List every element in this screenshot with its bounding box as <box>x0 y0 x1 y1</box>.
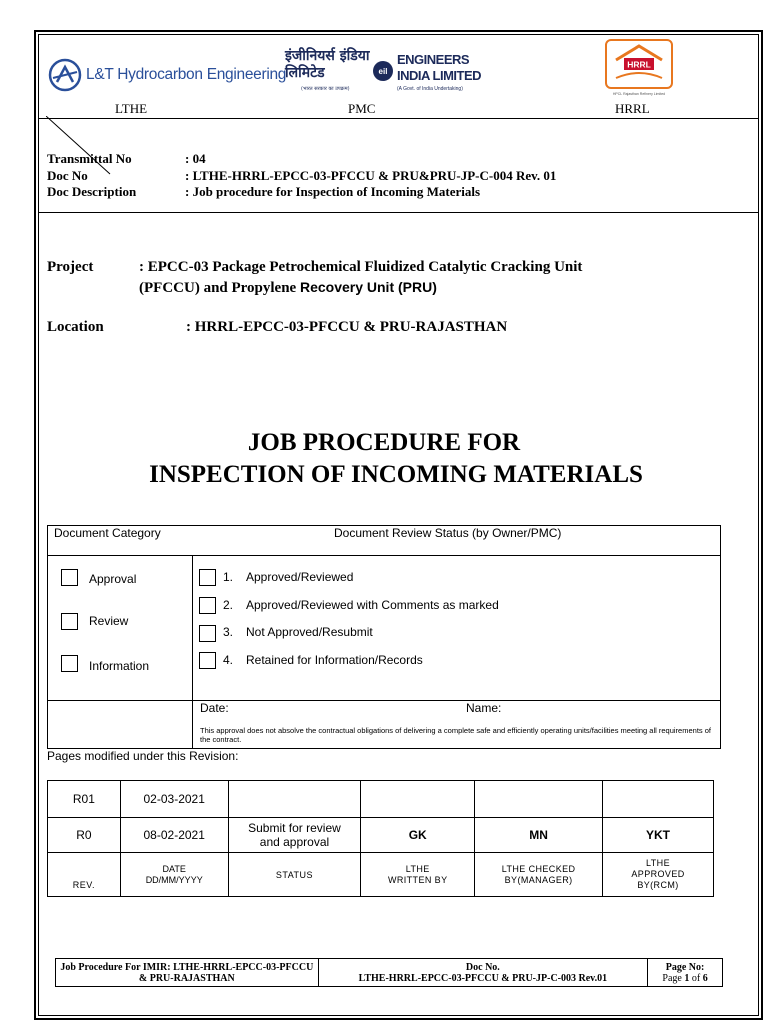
approval-checkbox[interactable] <box>61 569 78 586</box>
eil-english-line2: INDIA LIMITED <box>397 68 482 83</box>
date-cell: 02-03-2021 <box>120 781 228 818</box>
project-value-line2b: Recovery Unit (PRU) <box>299 279 437 295</box>
revision-header-row <box>48 853 714 897</box>
hrrl-logo <box>602 38 676 100</box>
approved-by-header: LTHE APPROVED BY(RCM) <box>603 853 714 897</box>
review-date-divider <box>48 700 720 701</box>
header-label-lthe: LTHE <box>115 101 148 116</box>
document-title-line1: JOB PROCEDURE FOR <box>247 429 521 456</box>
review-header-divider <box>48 555 720 556</box>
status-number: 1. <box>223 570 234 584</box>
lnt-logo-text: L&T Hydrocarbon Engineering <box>86 66 287 83</box>
status-checkbox[interactable] <box>199 597 216 614</box>
document-title-line2: INSPECTION OF INCOMING MATERIALS <box>149 461 643 488</box>
status-cell <box>228 781 361 818</box>
lnt-logo <box>48 58 287 92</box>
rev-cell: R0 <box>48 818 121 853</box>
review-status-header: Document Review Status (by Owner/PMC) <box>334 526 562 540</box>
footer-page-no <box>648 959 723 987</box>
footer-page-of: of <box>689 972 703 984</box>
rev-cell: R01 <box>48 781 121 818</box>
footer-page-value <box>648 973 722 984</box>
status-number: 2. <box>223 598 234 612</box>
footer-doc-no-label: Doc No. <box>465 961 500 973</box>
header-divider <box>38 118 759 119</box>
status-number: 4. <box>223 653 234 667</box>
footer-doc-no-value: LTHE-HRRL-EPCC-03-PFCCU & PRU-JP-C-003 Rev.01 <box>358 972 608 984</box>
category-label: Approval <box>89 572 137 586</box>
checked-by-header: LTHE CHECKED BY(MANAGER) <box>475 853 603 897</box>
revision-row <box>48 781 714 818</box>
lnt-emblem-icon <box>48 58 82 92</box>
review-checkbox[interactable] <box>61 613 78 630</box>
doc-description-label: Doc Description <box>47 184 137 199</box>
transmittal-no-value: : 04 <box>185 151 206 166</box>
approval-disclaimer: This approval does not absolve the contractual obligations of delivering a complete safe and efficiently operating units/facilities meeting all requirements of the contract. <box>200 726 711 744</box>
written-by-header: LTHE WRITTEN BY <box>361 853 475 897</box>
written-cell <box>361 781 475 818</box>
checked-cell: MN <box>475 818 603 853</box>
project-value-line2a: (PFCCU) and Propylene <box>139 280 300 296</box>
footer-page-total: 6 <box>702 972 708 984</box>
header-label-pmc: PMC <box>348 101 376 116</box>
approved-cell: YKT <box>603 818 714 853</box>
project-label: Project <box>47 259 94 275</box>
category-label: Review <box>89 614 129 628</box>
project-value-line1: : EPCC-03 Package Petrochemical Fluidized Catalytic Cracking Unit <box>139 259 583 275</box>
status-checkbox[interactable] <box>199 652 216 669</box>
status-checkbox[interactable] <box>199 569 216 586</box>
date-cell: 08-02-2021 <box>120 818 228 853</box>
footer-procedure: Job Procedure For IMIR: LTHE-HRRL-EPCC-03-PFCCU & PRU-RAJASTHAN <box>56 959 319 987</box>
status-label: Not Approved/Resubmit <box>246 625 373 639</box>
status-checkbox[interactable] <box>199 625 216 642</box>
doc-no-value: : LTHE-HRRL-EPCC-03-PFCCU & PRU&PRU-JP-C-004 Rev. 01 <box>185 167 557 183</box>
hrrl-emblem-icon <box>602 38 676 92</box>
footer-page-prefix: Page <box>662 972 685 984</box>
revision-row <box>48 818 714 853</box>
status-label: Approved/Reviewed <box>246 570 354 584</box>
status-cell: Submit for review and approval <box>228 818 361 853</box>
footer-page-current: 1 <box>684 972 690 984</box>
header-label-hrrl: HRRL <box>615 101 650 116</box>
revision-table <box>47 780 714 897</box>
eil-hindi-sub: (भारत सरकार का उपक्रम) <box>301 86 350 92</box>
transmittal-block <box>47 151 557 201</box>
information-checkbox[interactable] <box>61 655 78 672</box>
footer-page-label: Page No: <box>665 961 705 973</box>
status-label: Approved/Reviewed with Comments as marked <box>246 598 499 612</box>
eil-logo <box>285 48 485 96</box>
date-header: DATE DD/MM/YYYY <box>120 853 228 897</box>
status-label: Retained for Information/Records <box>246 653 423 667</box>
eil-english-sub: (A Govt. of India Undertaking) <box>397 86 463 92</box>
svg-text:HRRL: HRRL <box>627 59 651 70</box>
eil-hindi-name: इंजीनियर्स इंडिया लिमिटेड <box>285 48 370 81</box>
review-status-box <box>47 525 721 749</box>
transmittal-no-label: Transmittal No <box>47 151 132 166</box>
location-value: : HRRL-EPCC-03-PFCCU & PRU-RAJASTHAN <box>186 319 508 335</box>
written-cell: GK <box>361 818 475 853</box>
status-header: STATUS <box>228 853 361 897</box>
approved-cell <box>603 781 714 818</box>
status-number: 3. <box>223 625 234 639</box>
doc-no-label: Doc No <box>47 167 88 183</box>
svg-text:eil: eil <box>378 67 388 76</box>
location-label: Location <box>47 319 104 335</box>
review-column-divider <box>192 555 193 749</box>
date-label: Date: <box>200 701 229 715</box>
pages-modified-label: Pages modified under this Revision: <box>47 749 239 763</box>
name-label: Name: <box>466 701 502 715</box>
transmittal-divider <box>38 212 759 213</box>
rev-header: REV. <box>48 853 121 897</box>
doc-description-value: : Job procedure for Inspection of Incoming Materials <box>185 184 481 199</box>
category-label: Information <box>89 659 150 673</box>
checked-cell <box>475 781 603 818</box>
project-value-line2 <box>139 279 437 297</box>
eil-emblem-icon <box>372 60 394 82</box>
hrrl-subtitle: HPCL Rajasthan Refinery Limited <box>612 92 666 96</box>
footer-table <box>55 958 723 987</box>
footer-doc-no <box>318 959 647 987</box>
eil-english-line1: ENGINEERS <box>397 52 470 67</box>
document-category-header: Document Category <box>54 526 161 540</box>
